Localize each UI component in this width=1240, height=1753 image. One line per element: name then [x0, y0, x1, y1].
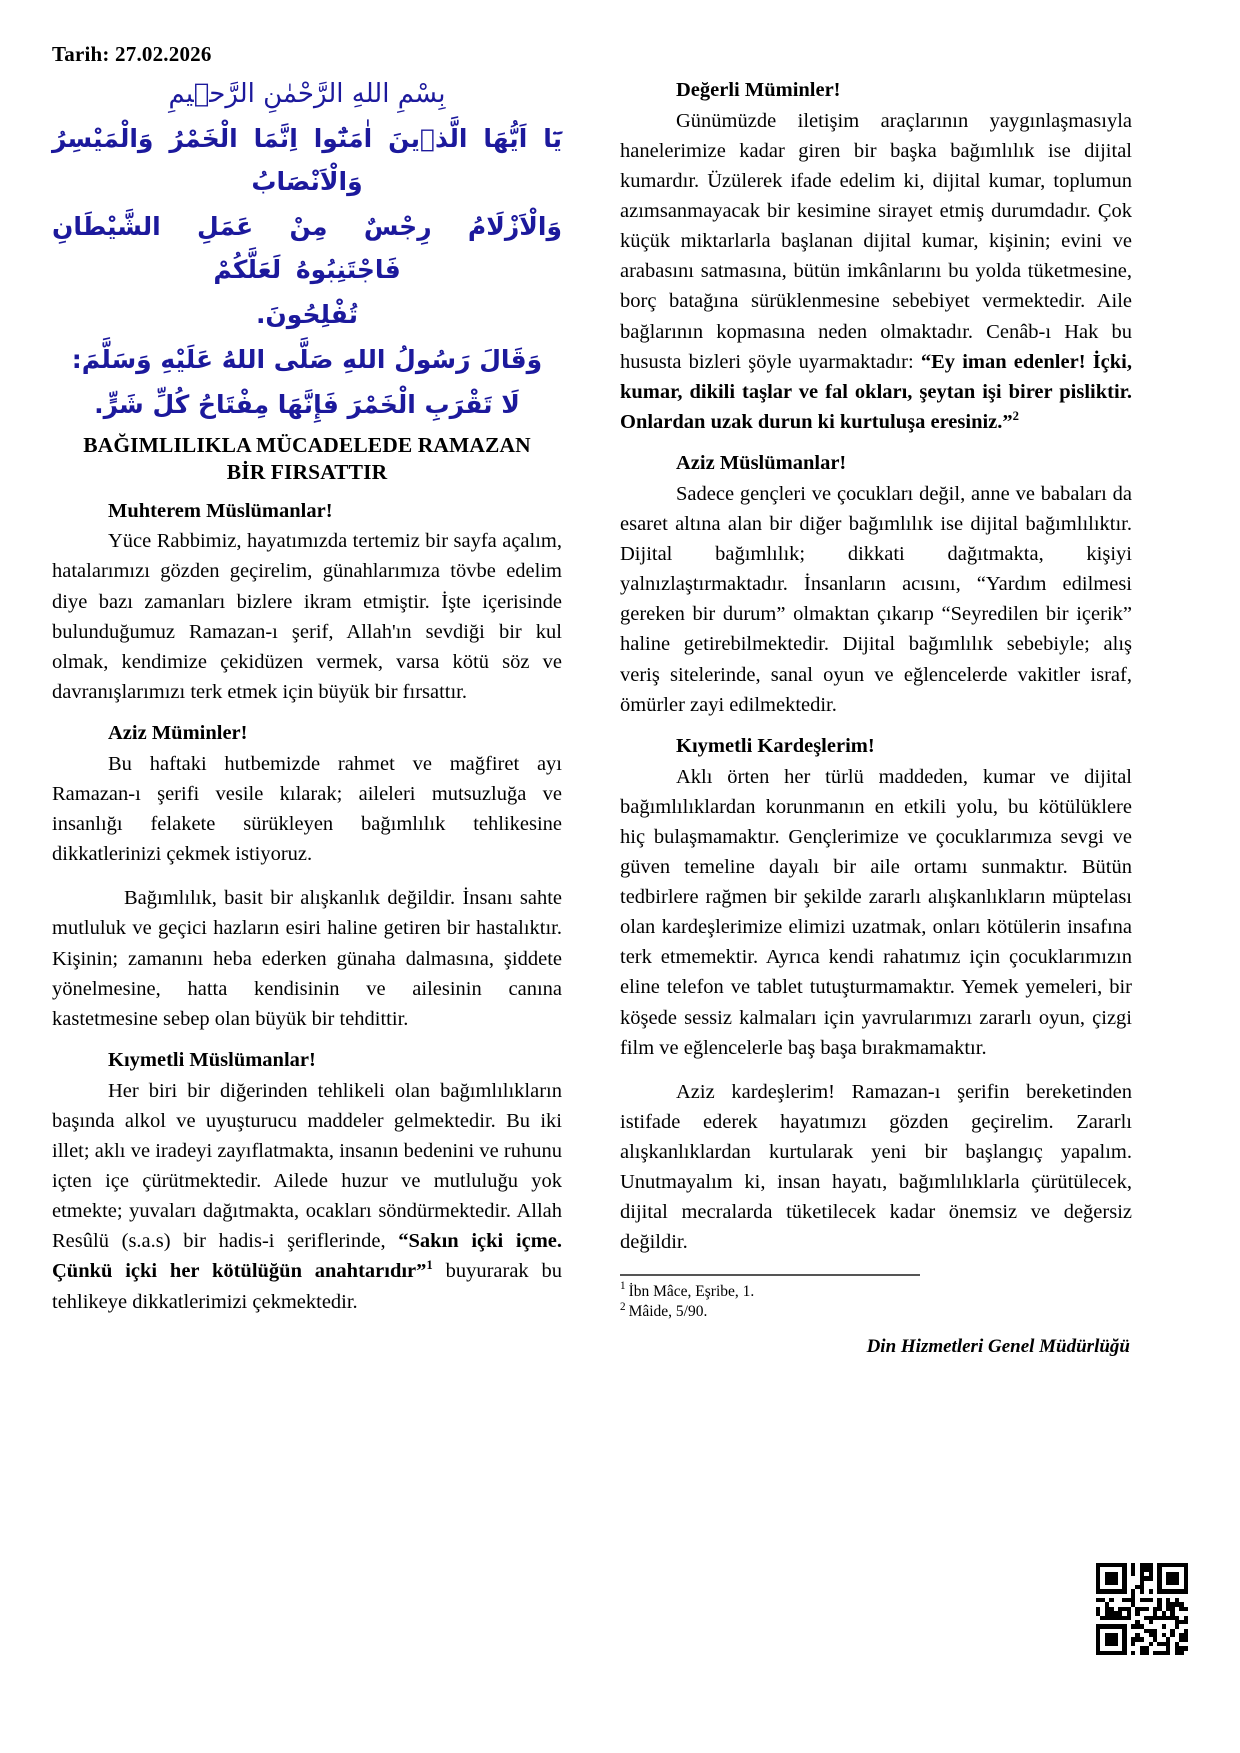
paragraph-right-3: Aklı örten her türlü maddeden, kumar ve dijital bağımlılıklardan korunmanın en etkili yolu, bu kötülüklere hiç bulaşmamaktır. Gençlerimize ve çocuklarımıza sevgi ve güven temeline dayalı bir aile ortamı sunmaktır. Bütün tedbirlere rağmen bir şekilde zararlı alışkanlıkların müptelası olan kardeşlerimize elimizi uzatmak, onları kötülerin insafına terk etmemektir. Ayrıca kendi rahatımız için çocuklarımızın eline telefon ve tablet tutuşturmamaktır. Yemek yemeleri, bir köşede sessiz kalmaları için yavrularımızı zararlı oyun, çizgi film ve eğlencelerle baş başa bırakmamaktır. — [620, 765, 1132, 1059]
heading-aziz-muminler: Aziz Müminler! — [108, 722, 248, 745]
heading-degerli-muminler: Değerli Müminler! — [676, 79, 841, 101]
paragraph-left-4 — [52, 1076, 562, 1317]
paragraph-left-3: Bağımlılık, basit bir alışkanlık değildir. İnsanı sahte mutluluk ve geçici hazların esiri haline getiren bir hastalıktır. Kişinin; zamanını heba ederken günaha dalmasına, şiddete yönelmesine, hatta kendisinin ve ailesinin canına kastetmesine sebep olan büyük bir tehdittir. — [52, 887, 562, 1030]
quran-verse-line-3: تُفْلِحُونَ. — [255, 299, 359, 329]
issuer-signature: Din Hizmetleri Genel Müdürlüğü — [866, 1336, 1130, 1358]
paragraph-right-1-intro: Günümüzde iletişim araçlarının yaygınlaşmasıyla hanelerimize kadar giren bir başka bağımlılık ise dijital kumardır. Üzülerek ifade edelim ki, dijital kumar, toplumun azımsanmayacak bir kesimine sirayet etmiş durumdadır. Çok küçük miktarlarla başlanan dijital kumar, kişinin; evini ve arabasını satmasına, bütün imkânlarını bu yolda tüketmesine, borç batağına sürüklenmesine sebebiyet vermektedir. Aile bağlarının kopmasına neden olmaktadır. Cenâb-ı Hak bu hususta bizleri şöyle uyarmaktadır: — [620, 109, 1132, 373]
heading-muhterem-muslumanlar: Muhterem Müslümanlar! — [108, 499, 333, 522]
footnote-1-marker: 1 — [620, 1280, 626, 1293]
besmele-arabic: بِسْمِ اللهِ الرَّحْمٰنِ الرَّح۪يمِ — [168, 79, 446, 109]
hadith-quote-turkish: “Sakın içki içme. Çünkü içki her kötülüğün anahtarıdır” — [52, 1230, 563, 1283]
hadith-text-arabic: لَا تَقْرَبِ الْخَمْرَ فَإِنَّهَا مِفْتَاحُ كُلِّ شَرٍّ. — [94, 389, 520, 419]
heading-kiymetli-kardeslerim: Kıymetli Kardeşlerim! — [676, 734, 875, 757]
footnote-ref-1: 1 — [426, 1258, 433, 1273]
footnote-ref-2: 2 — [1012, 409, 1020, 424]
title-line-2: BİR FIRSATTIR — [226, 460, 388, 485]
footnote-1-text: İbn Mâce, Eşribe, 1. — [628, 1282, 755, 1300]
paragraph-right-1 — [620, 106, 1132, 437]
paragraph-right-2: Sadece gençleri ve çocukları değil, anne ve babaları da esaret altına alan bir diğer bağımlılık ise dijital bağımlılıktır. Dijital bağımlılık; dikkati dağıtmakta, kişiyi yalnızlaştırmaktadır. İnsanların acısını, “Yardım edilmesi gereken bir durum” olmaktan çıkarıp “Seyredilen bir içerik” haline getirebilmektedir. Dijital bağımlılık sebebiyle; alış veriş sitelerinde, sanal oyun ve eğlencelerde vakitler israf, ömürler zayi edilmektedir. — [620, 482, 1132, 716]
footnote-2-marker: 2 — [620, 1300, 626, 1313]
quran-verse-line-1: يَٓا اَيُّهَا الَّذ۪ينَ اٰمَنُٓوا اِنَّمَا الْخَمْرُ وَالْمَيْسِرُ وَالْاَنْصَابُ — [52, 123, 562, 196]
heading-kiymetli-muslumanlar: Kıymetli Müslümanlar! — [108, 1048, 316, 1071]
page-title — [52, 432, 562, 487]
footnotes-section — [620, 1274, 1132, 1359]
paragraph-left-2: Bu haftaki hutbemizde rahmet ve mağfiret ayı Ramazan-ı şerifi vesile kılarak; aileleri mutsuzluğa ve insanlığı felakete sürükleyen bağımlılık tehlikesine dikkatlerinizi çekmek istiyoruz. — [52, 752, 562, 866]
hadith-intro-arabic: وَقَالَ رَسُولُ اللهِ صَلَّى اللهُ عَلَيْهِ وَسَلَّمَ: — [71, 344, 543, 374]
title-line-1: BAĞIMLILIKLA MÜCADELEDE RAMAZAN — [83, 432, 531, 457]
footnote-divider — [620, 1274, 920, 1276]
date-label: Tarih: 27.02.2026 — [52, 42, 212, 66]
right-column — [620, 74, 1132, 1358]
footnote-2-text: Mâide, 5/90. — [628, 1302, 708, 1320]
paragraph-right-4: Aziz kardeşlerim! Ramazan-ı şerifin bereketinden istifade ederek hayatımızı gözden geçirelim. Zararlı alışkanlıklardan kurtularak yeni bir başlangıç yapalım. Unutmayalım ki, insan hayatı, bağımlılıklarla çürütülecek, dijital mecralarda tüketilecek kadar önemsiz ve değersiz değildir. — [620, 1080, 1132, 1254]
quran-quote-turkish: “Ey iman edenler! İçki, kumar, dikili taşlar ve fal okları, şeytan işi birer pisliktir. Onlardan uzak durun ki kurtuluşa eresiniz.” — [620, 350, 1132, 433]
footnote-2 — [620, 1302, 1132, 1322]
paragraph-left-4-outro: buyurarak bu tehlikeye dikkatlerimizi çekmektedir. — [52, 1260, 562, 1313]
two-column-layout — [52, 74, 1188, 1358]
qr-code-matrix — [1096, 1563, 1188, 1655]
heading-aziz-muslumanlar: Aziz Müslümanlar! — [676, 452, 847, 475]
left-column — [52, 74, 562, 1317]
footnote-1 — [620, 1282, 1132, 1302]
quran-verse-line-2: وَالْاَزْلَامُ رِجْسٌ مِنْ عَمَلِ الشَّيْطَانِ فَاجْتَنِبُوهُ لَعَلَّكُمْ — [52, 211, 562, 284]
paragraph-left-4-intro: Her biri bir diğerinden tehlikeli olan bağımlılıkların başında alkol ve uyuşturucu maddeler gelmektedir. Bu iki illet; aklı ve iradeyi zayıflatmakta, insanın bedenini ve ruhunu içten içe çürütmektedir. Ailede huzur ve mutluluğu yok etmekte; yuvaları dağıtmakta, ocakları söndürmektedir. Allah Resûlü (s.a.s) bir hadis-i şeriflerinde, — [52, 1079, 562, 1253]
qr-code — [1096, 1563, 1188, 1655]
paragraph-left-1: Yüce Rabbimiz, hayatımızda tertemiz bir sayfa açalım, hatalarımızı gözden geçirelim, günahlarımıza tövbe edelim diye bazı zamanları bizlere ikram etmiştir. İşte içerisinde bulunduğumuz Ramazan-ı şerif, Allah'ın sevdiği bir kul olmak, kendimize çekidüzen vermek, varsa kötü söz ve davranışlarımızı terk etmek için büyük bir fırsattır. — [52, 530, 562, 703]
